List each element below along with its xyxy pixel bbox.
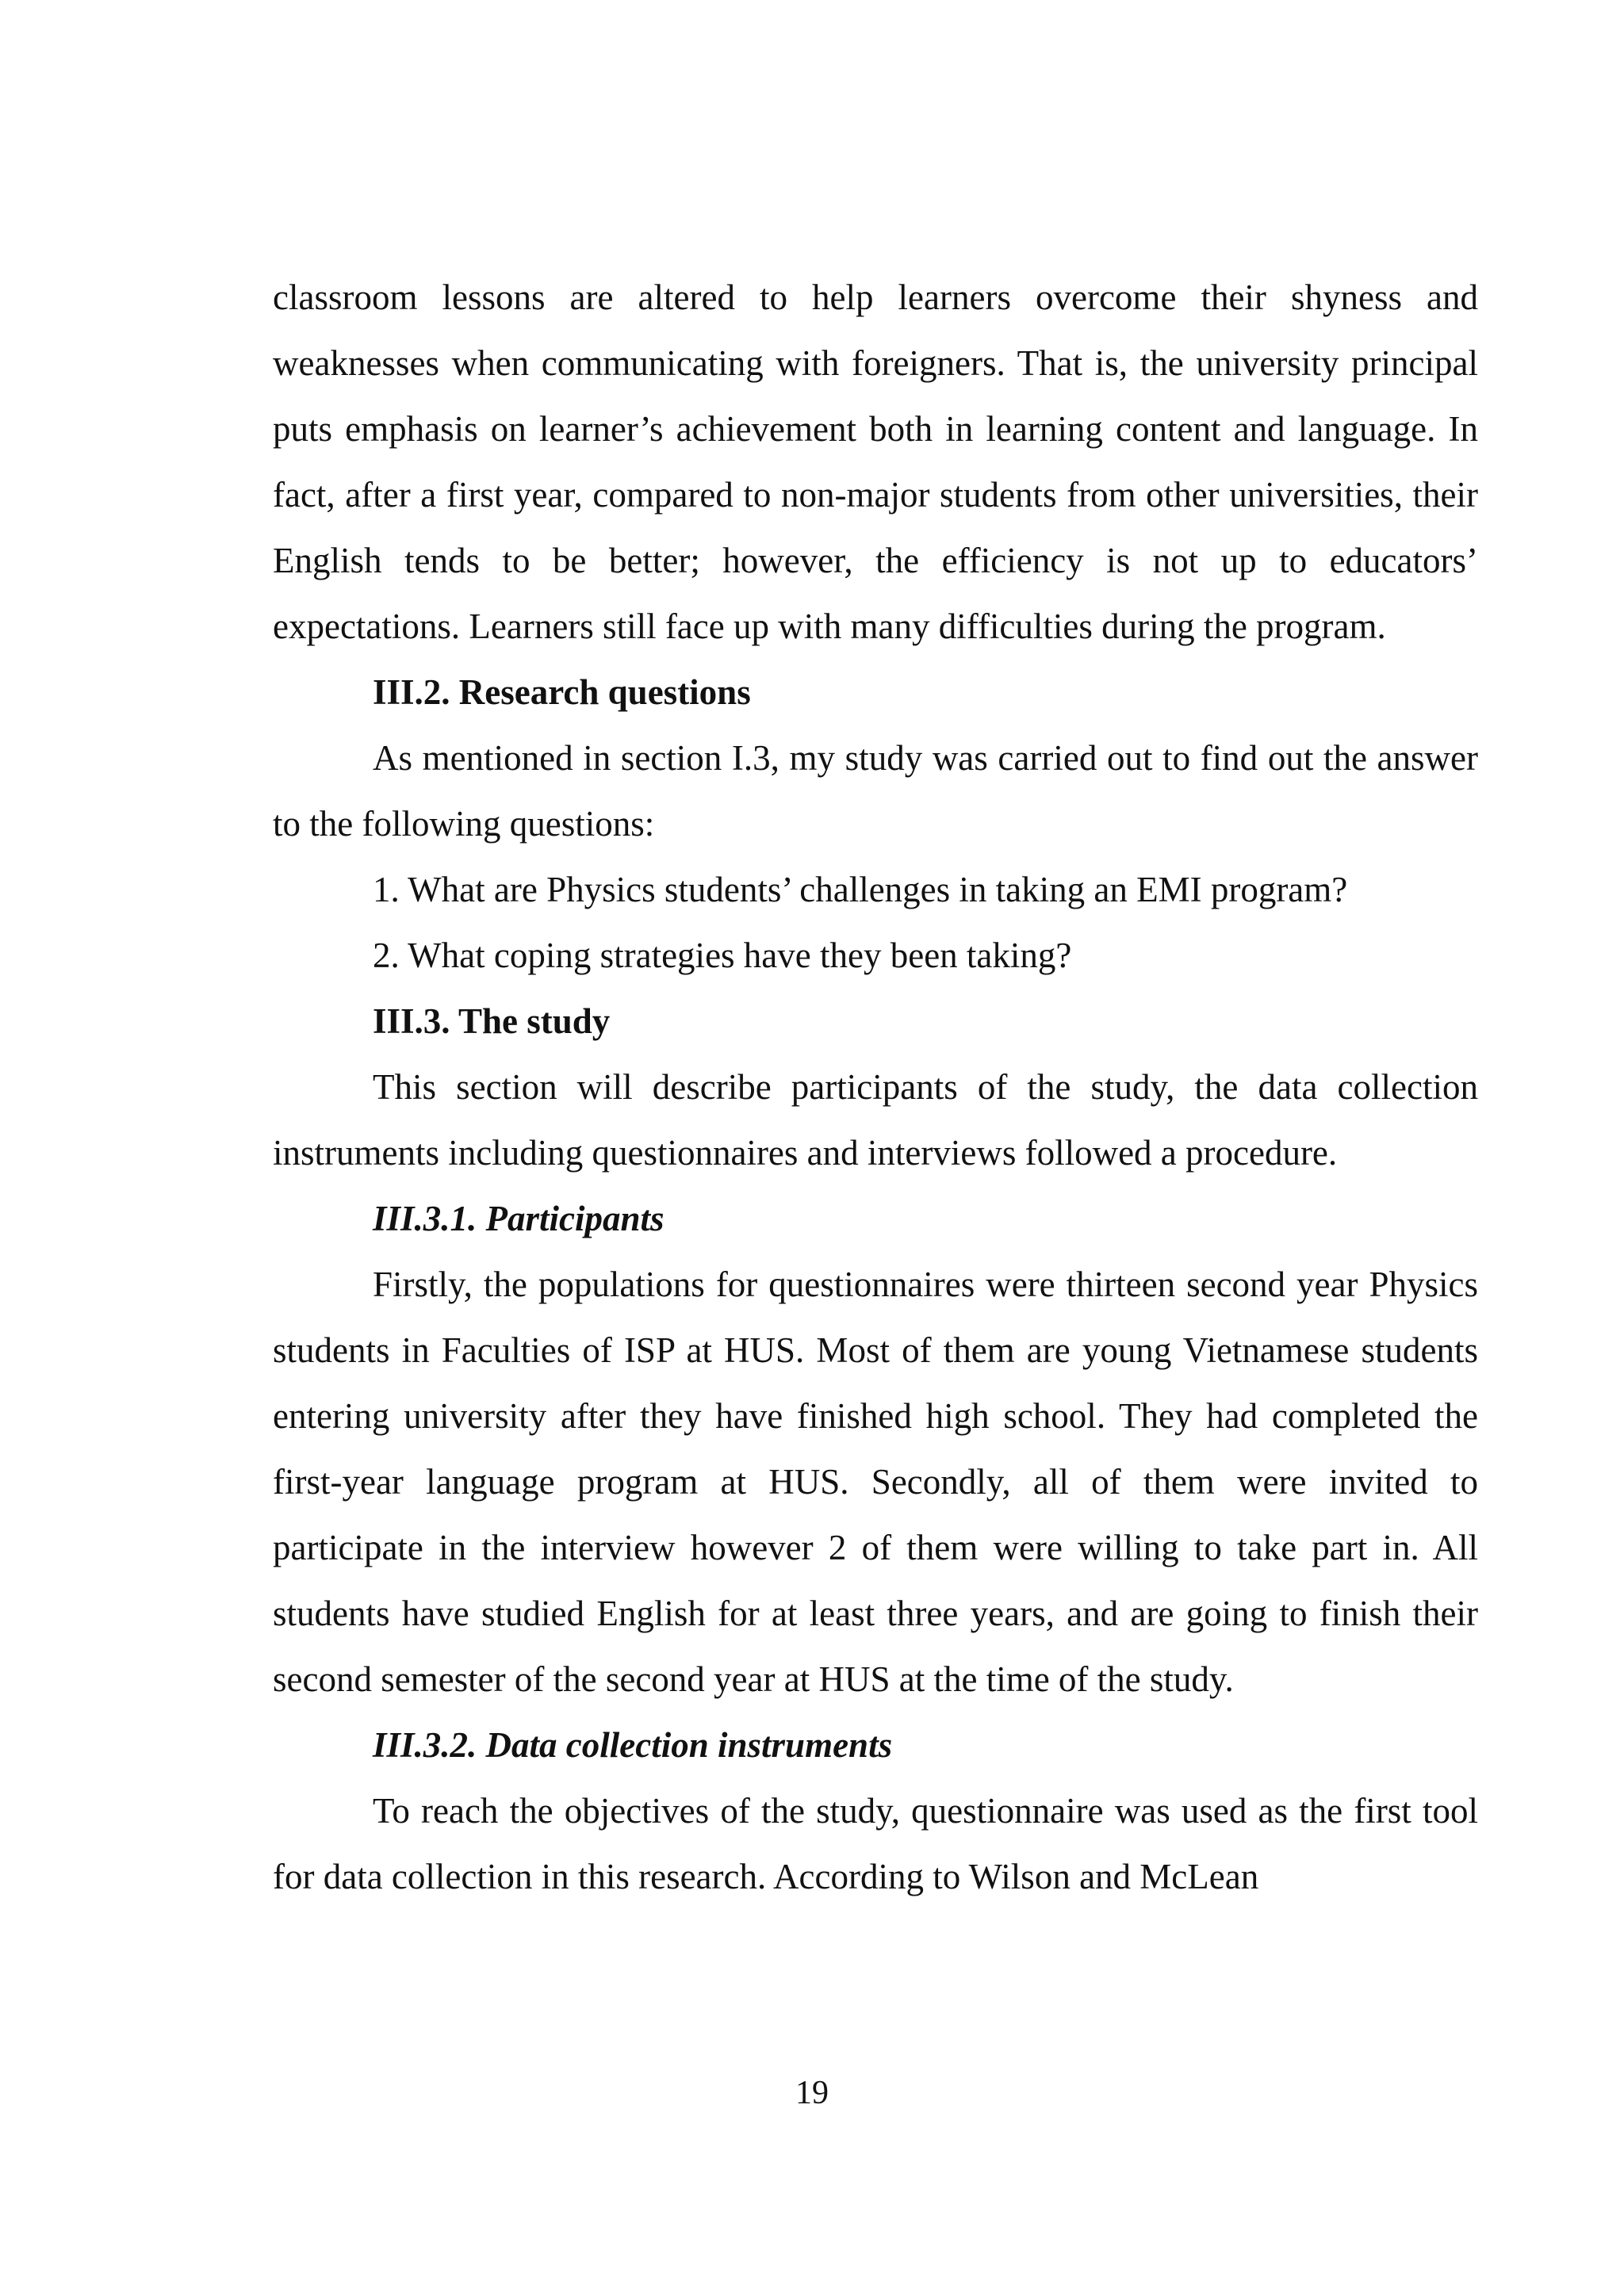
paragraph-study-overview: This section will describe participants of the study, the data collection instruments including questionnaires and interviews followed a procedure. [273,1067,1478,1173]
paragraph-research-intro: As mentioned in section I.3, my study was carried out to find out the answer to the following questions: [273,738,1478,844]
paragraph-participants: Firstly, the populations for questionnaires were thirteen second year Physics students in Faculties of ISP at HUS. Most of them are young Vietnamese students entering university after they have finished high school. They had completed the first-year language program at HUS. Secondly, all of them were invited to participate in the interview however 2 of them were willing to take part in. All students have studied English for at least three years, and are going to finish their second semester of the second year at HUS at the time of the study. [273,1265,1478,1699]
page-number: 19 [795,2075,829,2111]
paragraph-context: classroom lessons are altered to help learners overcome their shyness and weaknesses when communicating with foreigners. That is, the university principal puts emphasis on learner’s achievement both in learning content and language. In fact, after a first year, compared to non-major students from other universities, their English tends to be better; however, the efficiency is not up to educators’ expectations. Learners still face up with many difficulties during the program. [273,277,1478,646]
heading-the-study: III.3. The study [373,1001,611,1041]
document-body [273,265,1478,1910]
heading-participants: III.3.1. Participants [373,1199,665,1238]
research-question-2: 2. What coping strategies have they been taking? [373,936,1072,975]
heading-data-collection: III.3.2. Data collection instruments [373,1725,893,1765]
research-question-1: 1. What are Physics students’ challenges in taking an EMI program? [373,870,1348,909]
paragraph-data-collection: To reach the objectives of the study, questionnaire was used as the first tool for data collection in this research. According to Wilson and McLean [273,1791,1478,1896]
heading-research-questions: III.2. Research questions [373,672,751,712]
